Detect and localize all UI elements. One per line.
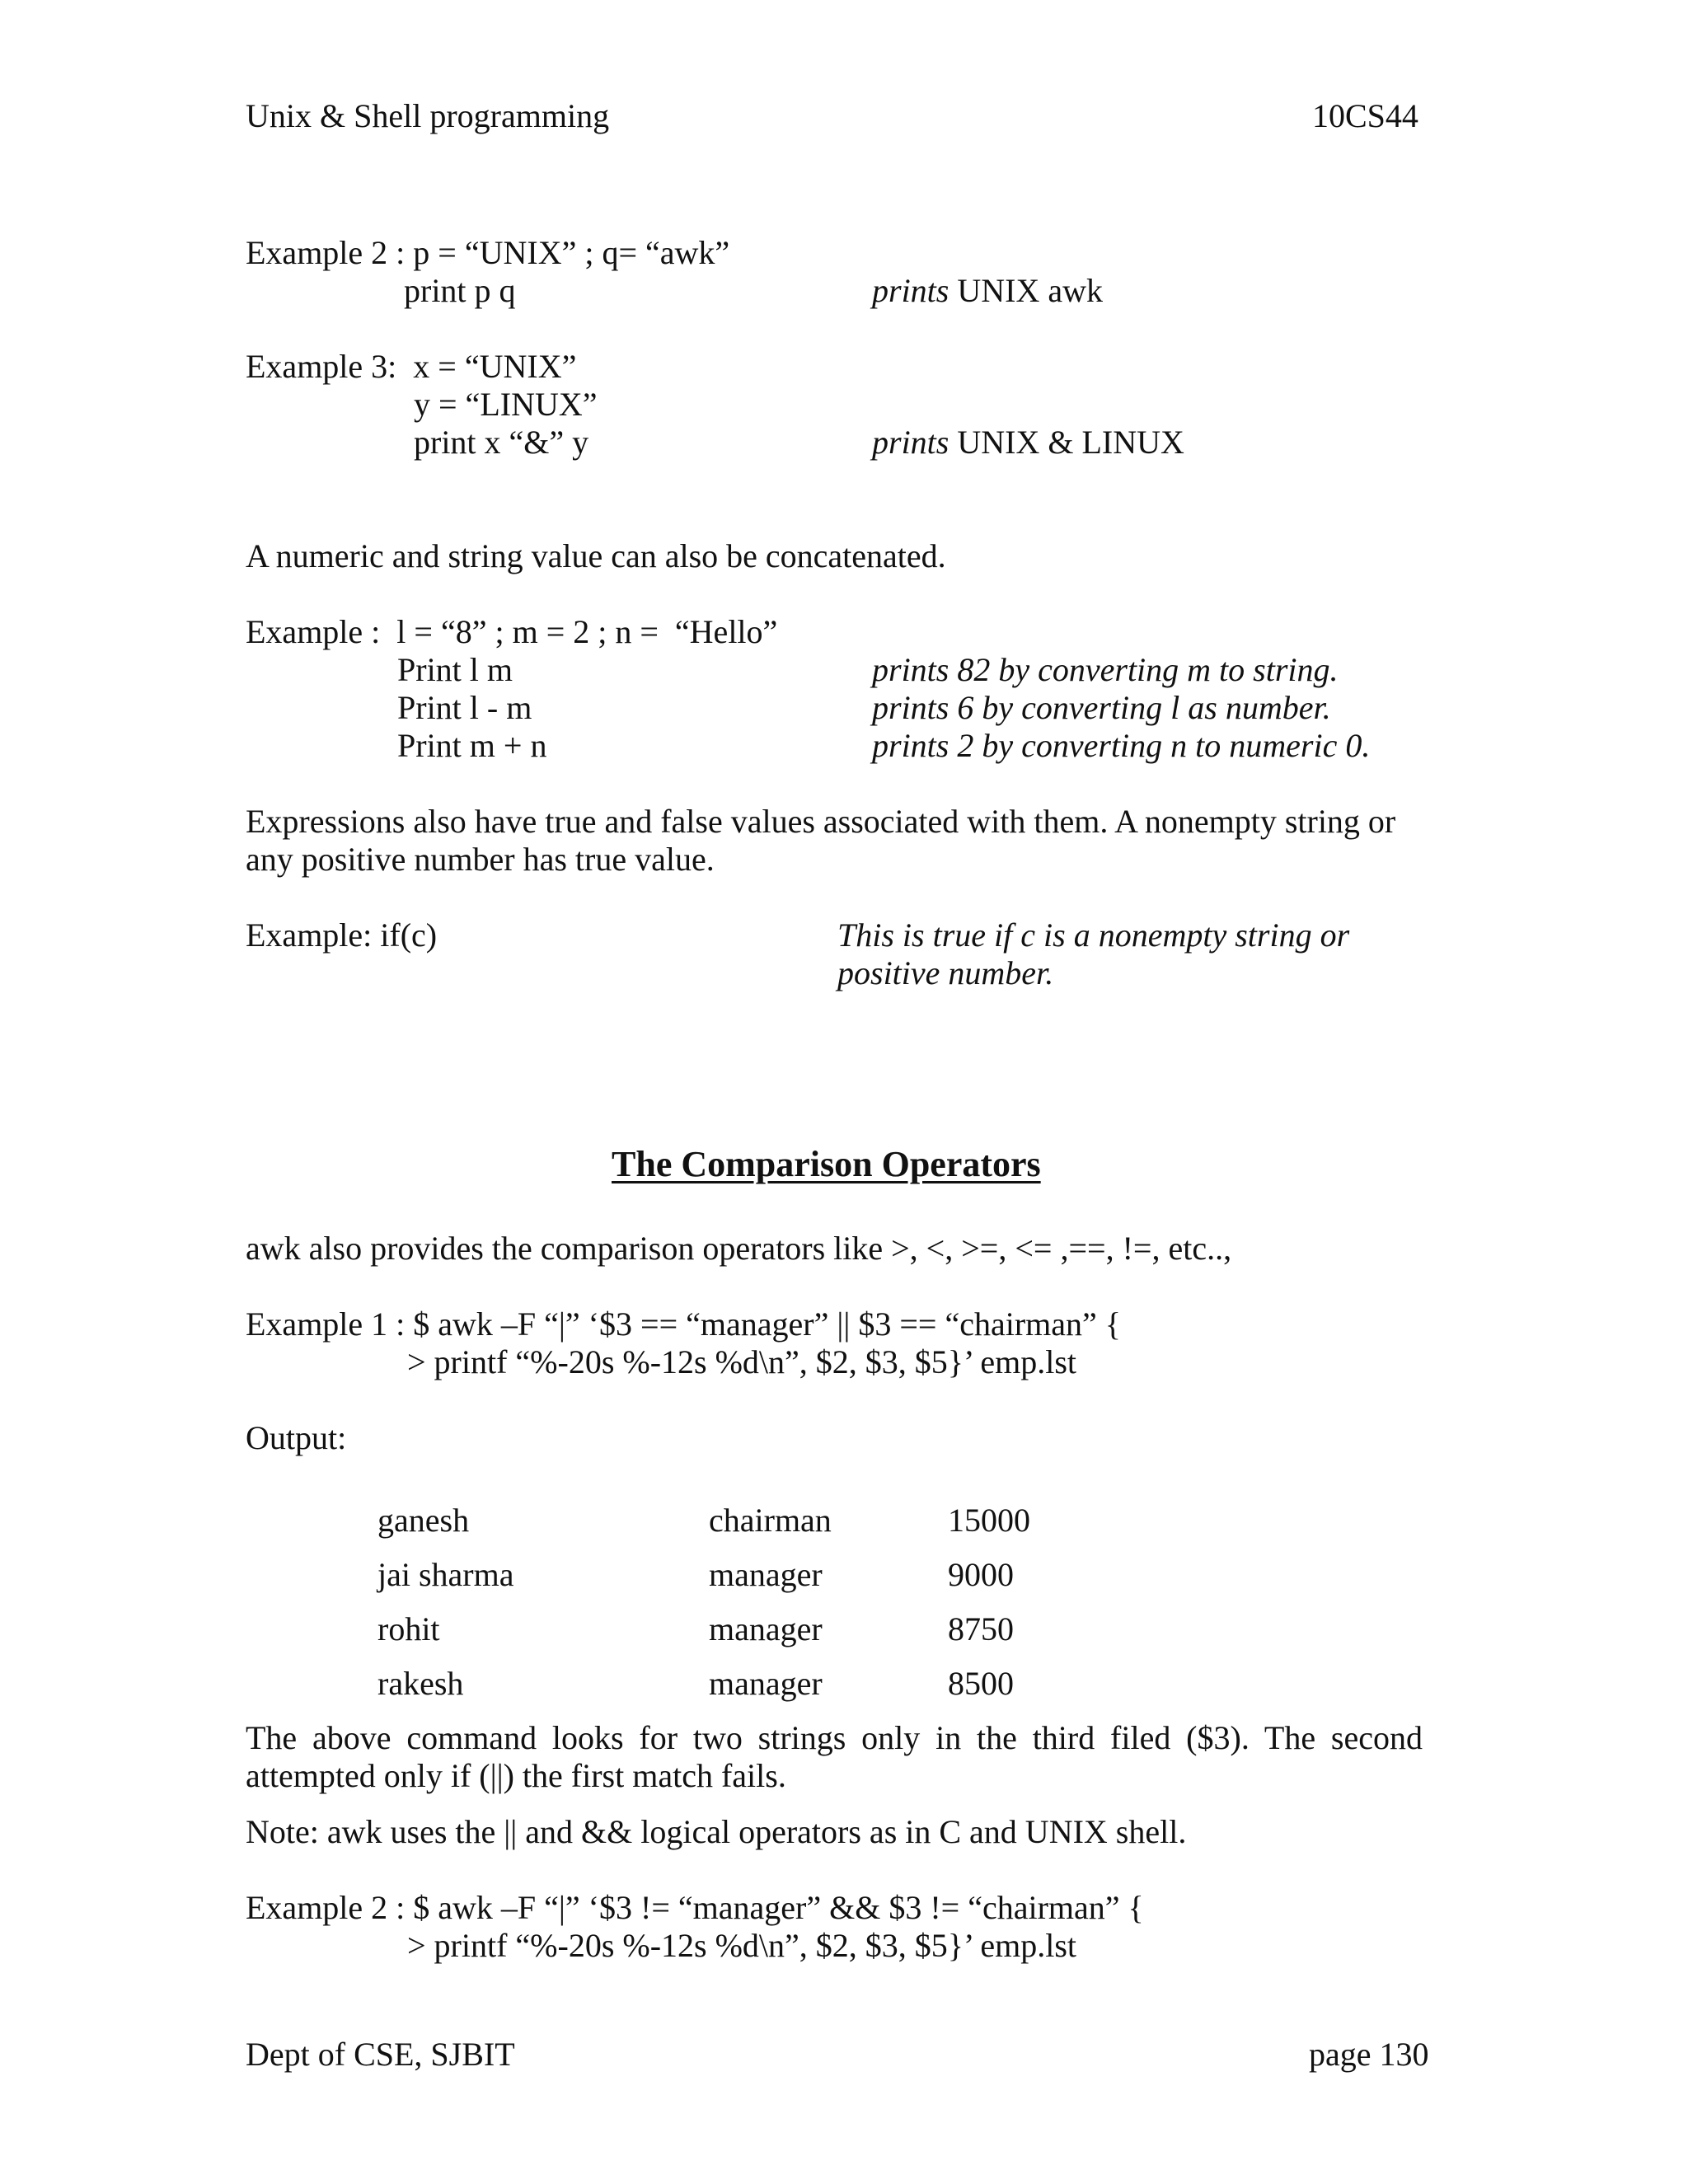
example3-line3: print x “&” y [414,424,589,461]
output-label: Output: [246,1419,347,1456]
truth-example: Example: if(c) [246,916,438,954]
example3-result [872,424,1184,462]
comparison-note: Note: awk uses the || and && logical operators as in C and UNIX shell. [246,1813,1187,1850]
example2-line2: print p q [404,272,516,309]
example2-result [872,272,1103,310]
truth-paragraph-line2: any positive number has true value. [246,841,715,878]
output-name: rakesh [377,1665,464,1702]
example3-line1: Example 3: x = “UNIX” [246,348,577,385]
output-salary: 8750 [948,1610,1014,1647]
comparison-example1-line2: > printf “%-20s %-12s %d\n”, $2, $3, $5}’ emp.lst [407,1343,1076,1380]
output-role: manager [709,1610,823,1647]
output-salary: 9000 [948,1556,1014,1593]
output-salary: 15000 [948,1502,1030,1539]
output-role: chairman [709,1502,832,1539]
header-right: 10CS44 [1312,97,1418,134]
numeric-row-result: prints 2 by converting n to numeric 0. [872,727,1371,764]
result-text: UNIX & LINUX [949,424,1184,461]
section-title: The Comparison Operators [612,1144,1041,1184]
truth-paragraph-line1: Expressions also have true and false values associated with them. A nonempty string or [246,803,1396,840]
numeric-row-code: Print m + n [397,727,547,764]
comparison-intro: awk also provides the comparison operators like >, <, >=, <= ,==, !=, etc.., [246,1230,1232,1267]
comparison-example2-line2: > printf “%-20s %-12s %d\n”, $2, $3, $5}’ emp.lst [407,1927,1076,1964]
footer-left: Dept of CSE, SJBIT [246,2036,515,2073]
comparison-example2-line1: Example 2 : $ awk –F “|” ‘$3 != “manager” && $3 != “chairman” { [246,1889,1144,1926]
output-name: rohit [377,1610,440,1647]
footer-right: page 130 [1309,2036,1429,2073]
output-role: manager [709,1556,823,1593]
truth-result-line2: positive number. [837,954,1054,991]
example3-line2: y = “LINUX” [414,386,598,423]
result-text: UNIX awk [949,272,1103,309]
numeric-example-line1: Example : l = “8” ; m = 2 ; n = “Hello” [246,613,778,650]
result-prefix: prints [872,424,950,461]
numeric-row-code: Print l m [397,651,513,688]
numeric-row-code: Print l - m [397,689,532,726]
comparison-explanation: The above command looks for two strings only in the third filed ($3). The second attempted only if (||) the first match fails. [246,1719,1423,1794]
example2-line1: Example 2 : p = “UNIX” ; q= “awk” [246,234,730,271]
numeric-row-result: prints 82 by converting m to string. [872,651,1339,688]
truth-result-line1: This is true if c is a nonempty string or [837,916,1350,954]
numeric-string-intro: A numeric and string value can also be concatenated. [246,537,946,574]
output-salary: 8500 [948,1665,1014,1702]
result-prefix: prints [872,272,950,309]
output-name: ganesh [377,1502,470,1539]
header-left: Unix & Shell programming [246,97,610,134]
output-role: manager [709,1665,823,1702]
output-name: jai sharma [377,1556,514,1593]
numeric-row-result: prints 6 by converting l as number. [872,689,1331,726]
comparison-example1-line1: Example 1 : $ awk –F “|” ‘$3 == “manager” || $3 == “chairman” { [246,1305,1121,1343]
